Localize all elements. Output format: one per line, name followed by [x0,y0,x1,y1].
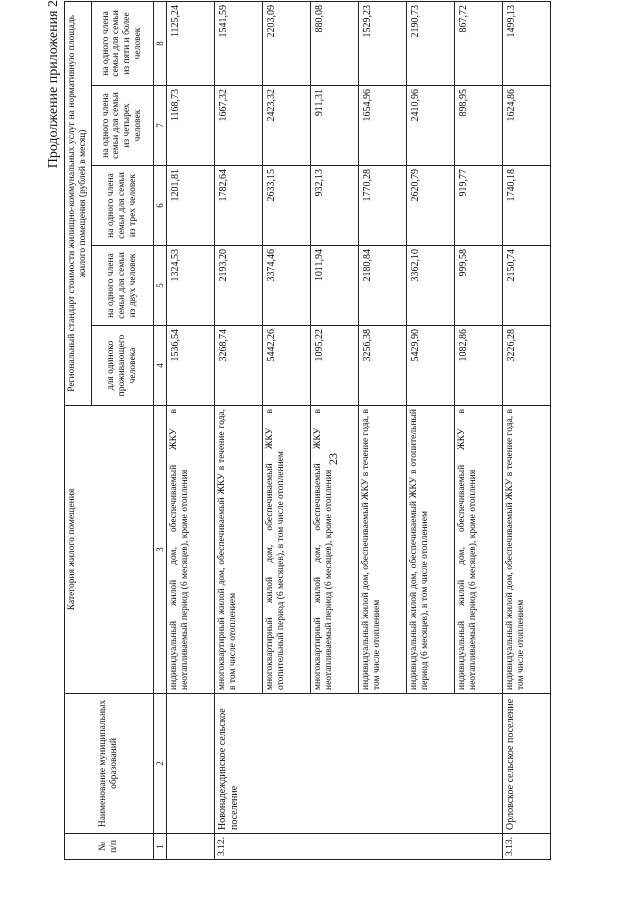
column-index: 1 [153,834,166,860]
column-index: 7 [153,86,166,166]
cell-value: 2423,32 [263,86,311,166]
cell-value: 1624,86 [503,86,551,166]
row-category: многоквартирный жилой дом, обеспечиваемый ЖКУ в течение года, в том числе отоплением [215,406,263,694]
header-municipality: Наименование муниципальных образований [65,694,154,834]
cell-value: 1095,22 [311,326,359,406]
column-index: 3 [153,406,166,694]
row-category: индивидуальный жилой дом, обеспечиваемый ЖКУ в течение года, в том числе отоплением [503,406,551,694]
row-num: 3.12. [215,834,503,860]
cell-value: 1011,94 [311,246,359,326]
header-sub: на одного члена семьи для семьи из трех человек [91,166,153,246]
column-index: 4 [153,326,166,406]
row-category: индивидуальный жилой дом, обеспечиваемый ЖКУ в неотапливаемый период (6 месяцев), кроме отопления [455,406,503,694]
row-category: индивидуальный жилой дом, обеспечиваемый ЖКУ в отопительный период (6 месяцев), в том числе отоплением [407,406,455,694]
row-category: многоквартирный жилой дом, обеспечиваемый ЖКУ в отопительный период (6 месяцев), в том числе отоплением [263,406,311,694]
cell-value: 3374,46 [263,246,311,326]
header-category: Категория жилого помещения [65,406,154,694]
header-sub: на одного члена семьи для семьи из двух человек [91,246,153,326]
cell-value: 880,08 [311,1,359,85]
cell-value: 2190,73 [407,1,455,85]
cell-value: 1125,24 [167,1,215,85]
row-municipality: Новонадеждинское сельское поселение [215,694,503,834]
column-index: 5 [153,246,166,326]
cell-value: 1168,73 [167,86,215,166]
header-sub: для одиноко проживающего человека [91,326,153,406]
cell-value: 2633,15 [263,166,311,246]
column-index: 2 [153,694,166,834]
column-index: 8 [153,1,166,85]
row-municipality: Орловское сельское поселение [503,694,551,834]
cell-value: 2193,20 [215,246,263,326]
header-sub: на одного члена семьи для семьи из четырех человек [91,86,153,166]
cell-value: 3362,10 [407,246,455,326]
table-row [167,1,215,859]
cell-value: 1082,86 [455,326,503,406]
table-row [503,1,551,859]
cell-value: 867,72 [455,1,503,85]
cell-value: 1536,54 [167,326,215,406]
row-category: многоквартирный жилой дом, обеспечиваемый ЖКУ в неотапливаемый период (6 месяцев), кроме отопления [311,406,359,694]
cell-value: 999,58 [455,246,503,326]
row-municipality [167,694,215,834]
appendix-title: Продолжение приложения 2 [46,0,61,169]
cell-value: 1770,28 [359,166,407,246]
row-num: 3.13. [503,834,551,860]
cell-value: 1324,53 [167,246,215,326]
page-number: 23 [326,453,340,465]
cell-value: 1499,13 [503,1,551,85]
cell-value: 2150,74 [503,246,551,326]
row-category: индивидуальный жилой дом, обеспечиваемый ЖКУ в неотапливаемый период (6 месяцев), кроме отопления [167,406,215,694]
cell-value: 3226,28 [503,326,551,406]
cell-value: 1654,96 [359,86,407,166]
row-num [167,834,215,860]
cell-value: 1529,23 [359,1,407,85]
cell-value: 2203,09 [263,1,311,85]
cell-value: 1667,32 [215,86,263,166]
cell-value: 911,31 [311,86,359,166]
cell-value: 932,13 [311,166,359,246]
column-index: 6 [153,166,166,246]
cell-value: 1541,59 [215,1,263,85]
standard-cost-table [64,1,551,860]
header-sub: на одного члена семьи для семьи из пяти и более человек [91,1,153,85]
cell-value: 5429,90 [407,326,455,406]
cell-value: 3256,38 [359,326,407,406]
table-row [215,1,263,859]
cell-value: 1740,18 [503,166,551,246]
cell-value: 1201,81 [167,166,215,246]
cell-value: 3268,74 [215,326,263,406]
cell-value: 2180,84 [359,246,407,326]
cell-value: 898,95 [455,86,503,166]
cell-value: 1782,64 [215,166,263,246]
header-standard: Региональный стандарт стоимости жилищно-коммунальных услуг на нормативную площадь жилого помещения (рублей в месяц) [65,1,92,405]
cell-value: 5442,26 [263,326,311,406]
cell-value: 2620,79 [407,166,455,246]
header-num: № п/п [65,834,154,860]
row-category: индивидуальный жилой дом, обеспечиваемый ЖКУ в течение года, в том числе отоплением [359,406,407,694]
cell-value: 2410,96 [407,86,455,166]
cell-value: 919,77 [455,166,503,246]
